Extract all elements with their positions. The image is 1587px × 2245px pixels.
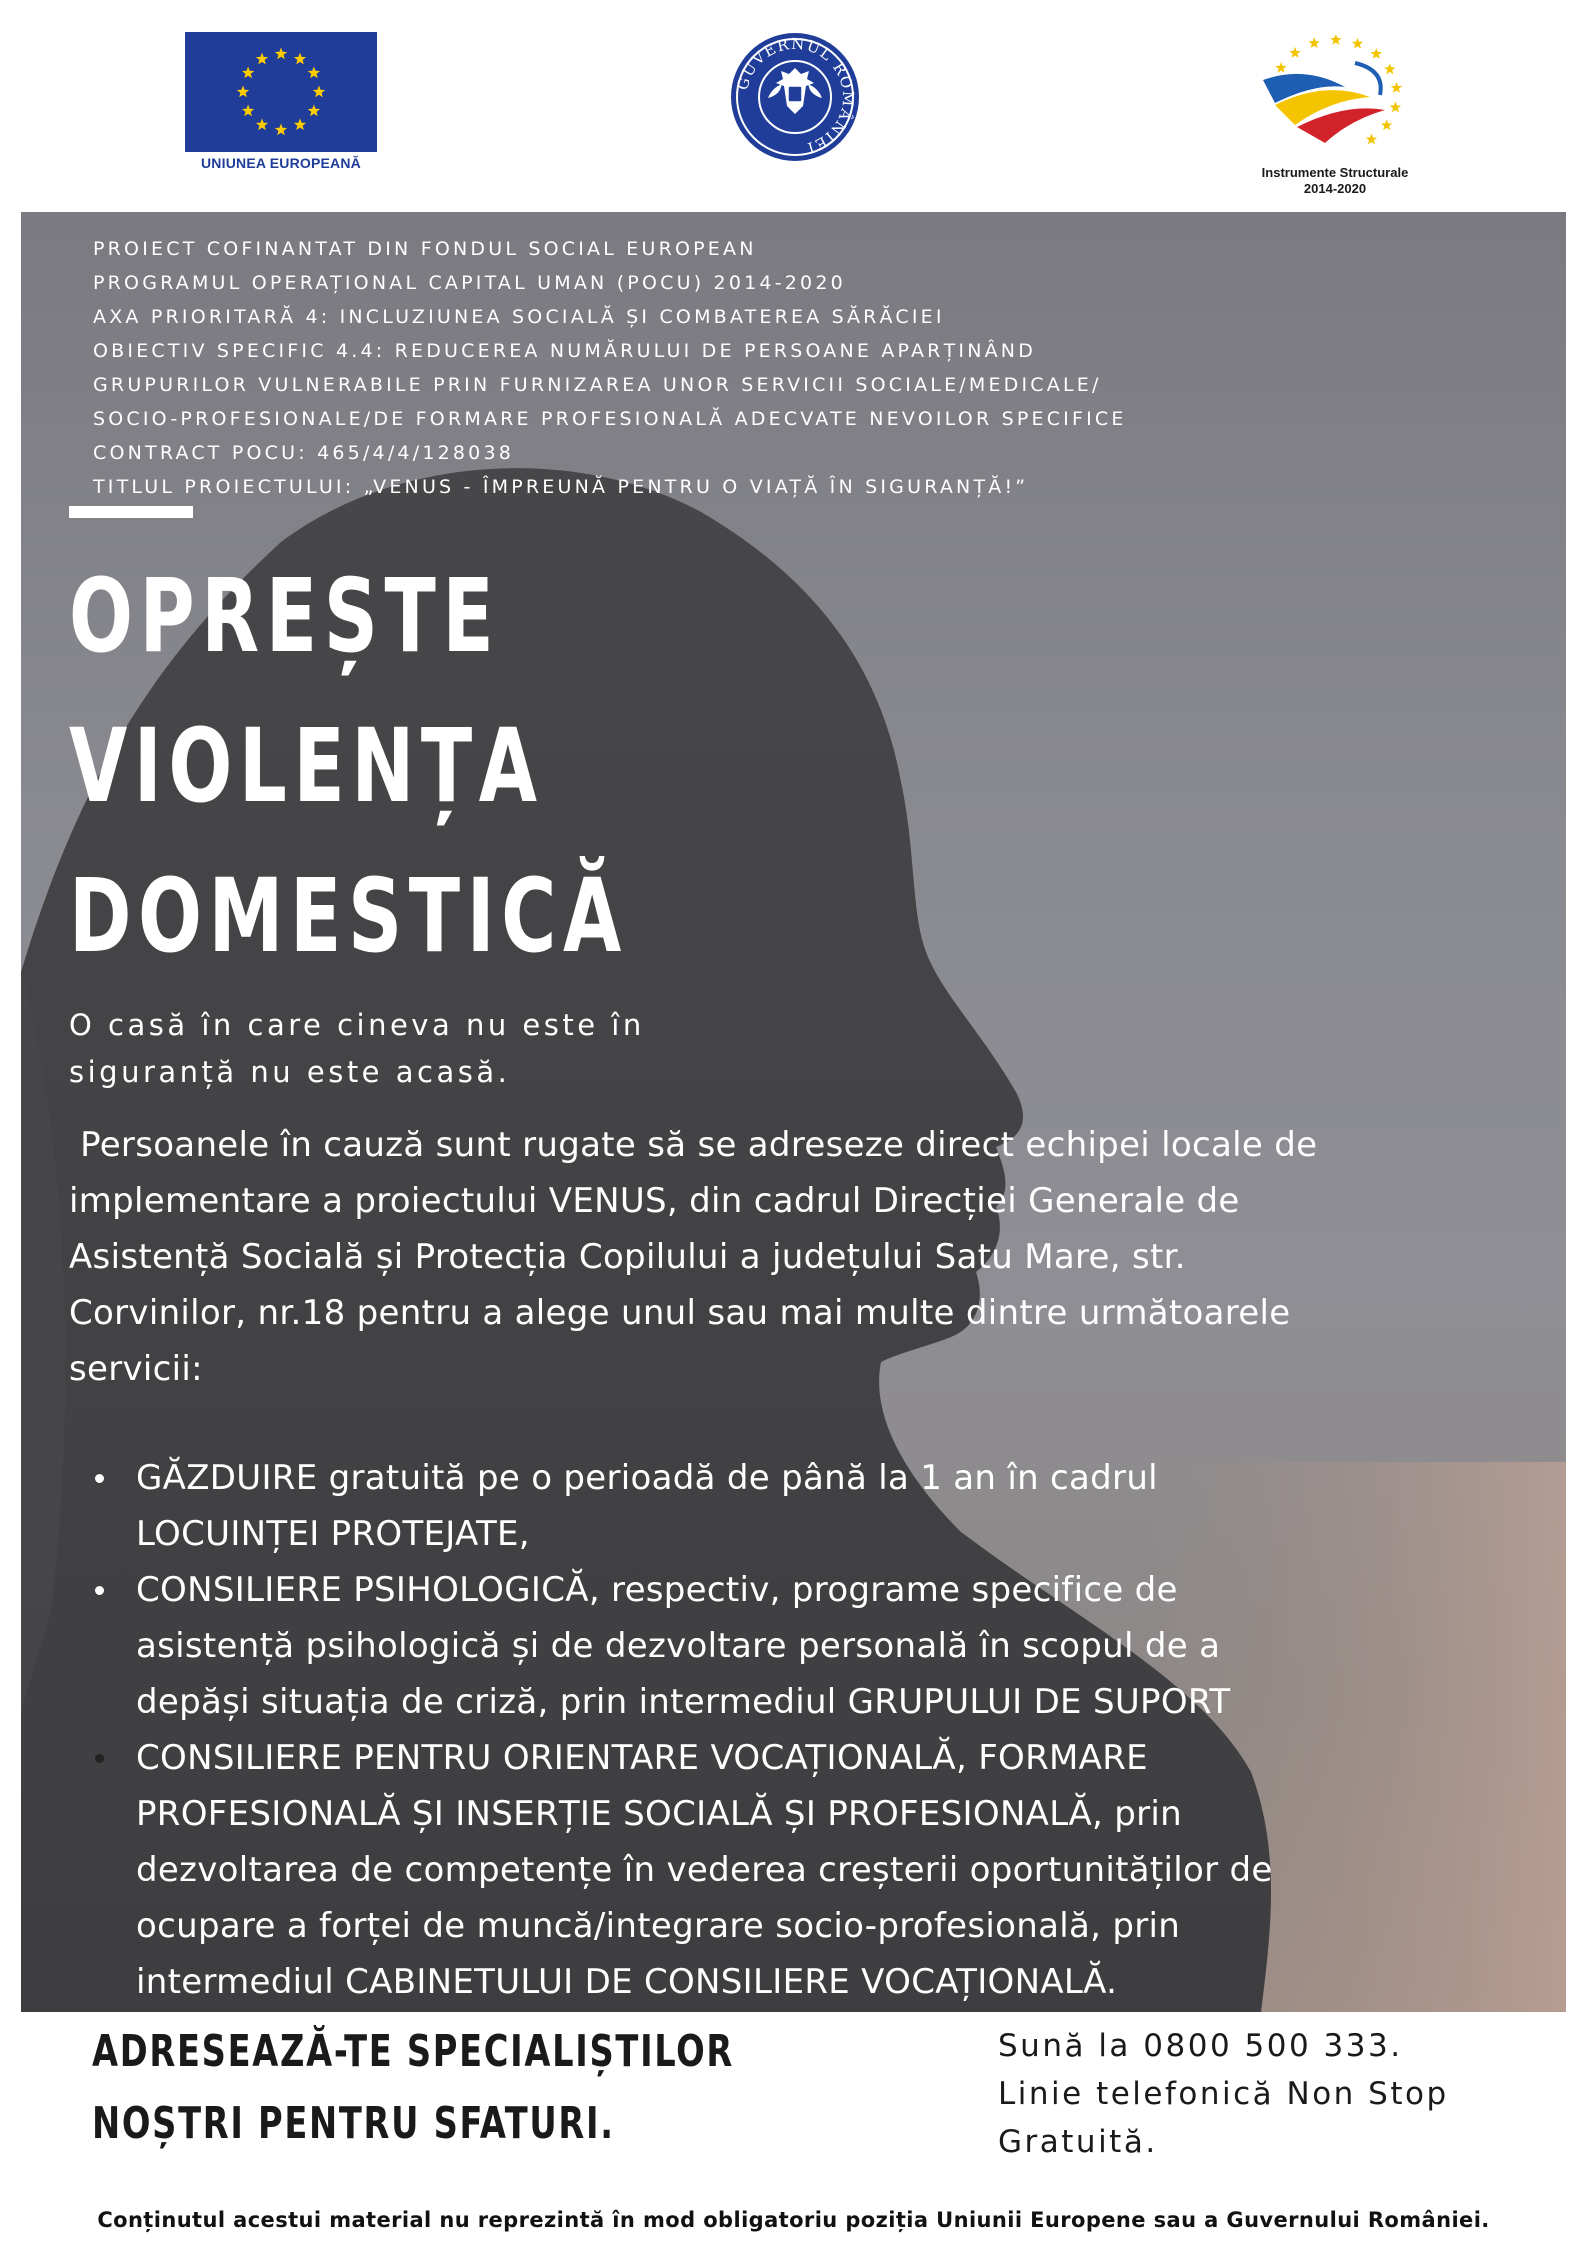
- service-line: CONSILIERE PSIHOLOGICĂ, respectiv, programe specifice de: [136, 1570, 1178, 1610]
- call-to-action: [92, 2016, 735, 2160]
- disclaimer: Conținutul acestui material nu reprezintă în mod obligatoriu poziția Uniunii Europene sau a Guvernului României.: [97, 2208, 1490, 2232]
- service-line: LOCUINȚEI PROTEJATE,: [136, 1514, 530, 1554]
- structural-star: [1289, 47, 1300, 58]
- headline: [69, 542, 725, 992]
- phone-info: [998, 2022, 1518, 2166]
- intro-line: servicii:: [69, 1349, 203, 1389]
- cta-line: NOȘTRI PENTRU SFATURI.: [92, 2098, 615, 2149]
- structural-star: [1384, 63, 1395, 74]
- eu-star: [294, 53, 306, 65]
- structural-caption-line2: 2014-2020: [1303, 181, 1367, 196]
- eu-star: [256, 53, 268, 65]
- structural-star: [1366, 134, 1377, 145]
- structural-instruments-caption: [1235, 165, 1435, 197]
- headline-line: DOMESTICĂ: [69, 857, 628, 976]
- cta-line: ADRESEAZĂ-TE SPECIALIȘTILOR: [92, 2026, 735, 2077]
- service-line: dezvoltarea de competențe în vederea creșterii oportunităților de: [136, 1850, 1273, 1890]
- project-info-line: PROIECT COFINANTAT DIN FONDUL SOCIAL EUROPEAN: [93, 238, 757, 260]
- services-list: [83, 1450, 1383, 2010]
- intro-paragraph: [69, 1117, 1469, 1397]
- structural-star: [1352, 38, 1363, 49]
- service-line: GĂZDUIRE gratuită pe o perioadă de până la 1 an în cadrul: [136, 1458, 1158, 1498]
- phone-line: Linie telefonică Non Stop: [998, 2076, 1449, 2112]
- service-line: intermediul CABINETULUI DE CONSILIERE VOCAȚIONALĂ.: [136, 1962, 1118, 2002]
- project-info-line: CONTRACT POCU: 465/4/4/128038: [93, 442, 515, 464]
- intro-line: Asistență Socială și Protecția Copilului a județului Satu Mare, str.: [69, 1237, 1186, 1277]
- service-line: PROFESIONALĂ ȘI INSERȚIE SOCIALĂ ȘI PROFESIONALĂ, prin: [136, 1794, 1183, 1834]
- structural-star: [1330, 34, 1341, 45]
- tagline-line: siguranță nu este acasă.: [69, 1055, 511, 1089]
- service-line: CONSILIERE PENTRU ORIENTARE VOCAȚIONALĂ, FORMARE: [136, 1738, 1148, 1778]
- headline-line: OPREȘTE: [69, 557, 501, 676]
- structural-star: [1371, 48, 1382, 59]
- eu-flag: [185, 32, 377, 152]
- service-item-vocational-counseling: [83, 1730, 1383, 2010]
- structural-star: [1275, 62, 1286, 73]
- eu-star: [308, 67, 320, 79]
- service-item-psychological-counseling: [83, 1562, 1383, 1730]
- accent-bar: [69, 506, 193, 518]
- structural-instruments-emblem-icon: [1235, 25, 1435, 165]
- poster-photo-panel: [21, 212, 1566, 2012]
- structural-caption-line1: Instrumente Structurale: [1261, 165, 1409, 180]
- project-info-line: TITLUL PROIECTULUI: „VENUS - ÎMPREUNĂ PENTRU O VIAȚĂ ÎN SIGURANȚĂ!”: [93, 476, 1029, 498]
- eu-star: [308, 105, 320, 117]
- intro-line: Persoanele în cauză sunt rugate să se adreseze direct echipei locale de: [69, 1125, 1318, 1165]
- structural-instruments-logo: [1235, 25, 1435, 203]
- eu-stars-icon: [185, 32, 377, 152]
- eu-star: [237, 86, 249, 98]
- project-info-line: OBIECTIV SPECIFIC 4.4: REDUCEREA NUMĂRULUI DE PERSOANE APARȚINÂND: [93, 340, 1037, 362]
- service-line: depăși situația de criză, prin intermediul GRUPULUI DE SUPORT: [136, 1682, 1231, 1722]
- eu-logo: [185, 32, 377, 177]
- eu-star: [275, 48, 287, 60]
- intro-line: Corvinilor, nr.18 pentru a alege unul sau mai multe dintre următoarele: [69, 1293, 1291, 1333]
- structural-star: [1381, 119, 1392, 130]
- structural-star: [1391, 82, 1402, 93]
- project-info-line: GRUPURILOR VULNERABILE PRIN FURNIZAREA UNOR SERVICII SOCIALE/MEDICALE/: [93, 374, 1102, 396]
- eu-star: [256, 118, 268, 130]
- eu-star: [294, 118, 306, 130]
- service-line: asistență psihologică și de dezvoltare personală în scopul de a: [136, 1626, 1221, 1666]
- intro-line: implementare a proiectului VENUS, din cadrul Direcției Generale de: [69, 1181, 1240, 1221]
- project-info-line: PROGRAMUL OPERAȚIONAL CAPITAL UMAN (POCU) 2014-2020: [93, 272, 846, 294]
- project-info-line: AXA PRIORITARĂ 4: INCLUZIUNEA SOCIALĂ ȘI COMBATEREA SĂRĂCIEI: [93, 306, 945, 328]
- tagline-line: O casă în care cineva nu este în: [69, 1008, 645, 1042]
- project-info-line: SOCIO-PROFESIONALE/DE FORMARE PROFESIONALĂ ADECVATE NEVOILOR SPECIFICE: [93, 408, 1127, 430]
- eu-star: [242, 105, 254, 117]
- service-line: ocupare a forței de muncă/integrare socio-profesională, prin: [136, 1906, 1181, 1946]
- bullet-icon: [95, 1586, 104, 1595]
- tagline: [69, 1002, 769, 1096]
- bullet-icon: [95, 1474, 104, 1483]
- phone-line: Sună la 0800 500 333.: [998, 2028, 1403, 2064]
- eu-star: [242, 67, 254, 79]
- eu-star: [275, 124, 287, 136]
- service-item-housing: [83, 1450, 1383, 1562]
- headline-line: VIOLENȚA: [69, 707, 544, 826]
- government-seal-logo: [728, 30, 862, 164]
- eu-star: [313, 86, 325, 98]
- project-info-block: [93, 232, 1293, 504]
- bullet-icon: [95, 1754, 104, 1763]
- structural-star: [1390, 101, 1401, 112]
- structural-star: [1308, 37, 1319, 48]
- phone-line: Gratuită.: [998, 2124, 1158, 2160]
- eu-caption: UNIUNEA EUROPEANĂ: [200, 155, 361, 171]
- gov-ring-text: GUVERNUL ROMÂNIEI: [733, 34, 858, 158]
